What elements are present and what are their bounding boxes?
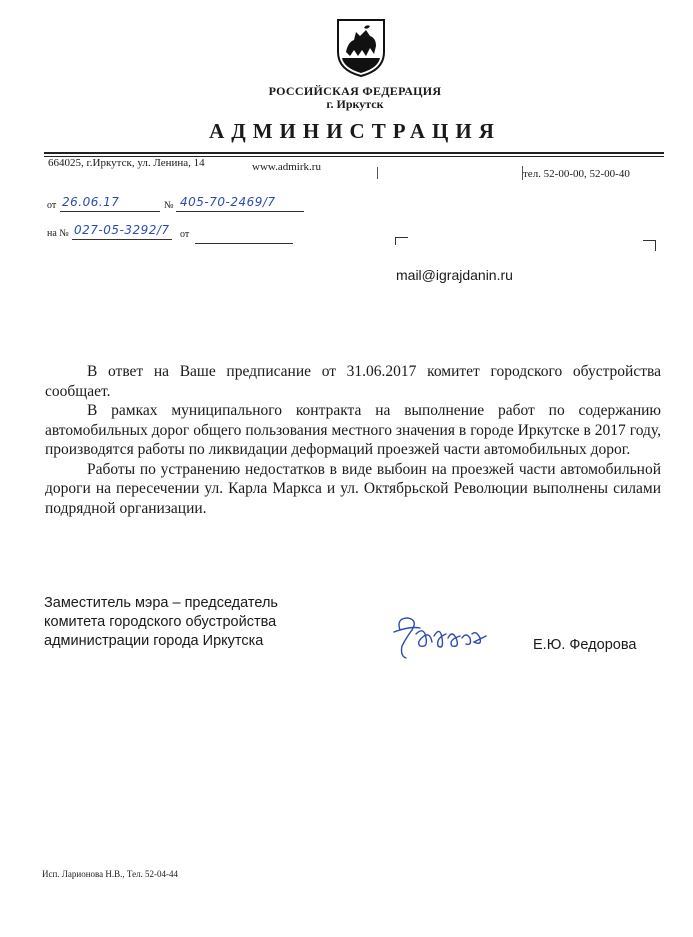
number-label: № — [164, 200, 174, 211]
reply-label: на № — [47, 228, 69, 239]
coat-of-arms-icon — [336, 18, 386, 78]
outgoing-date: 26.06.17 — [62, 195, 120, 209]
outgoing-number: 405-70-2469/7 — [180, 195, 276, 209]
header-rule — [44, 152, 664, 154]
from-label: от — [47, 200, 57, 211]
recipient-email: mail@igrajdanin.ru — [396, 267, 513, 283]
letter-body — [45, 362, 661, 518]
field-underline — [195, 243, 293, 244]
address: 664025, г.Иркутск, ул. Ленина, 14 — [48, 157, 205, 169]
phone: тел. 52-00-00, 52-00-40 — [523, 168, 630, 180]
field-underline — [176, 211, 304, 212]
body-paragraph: В ответ на Ваше предписание от 31.06.2017 комитет городского обустройства сообщает. — [45, 363, 661, 400]
signatory-position — [44, 594, 278, 651]
website: www.admirk.ru — [252, 161, 321, 173]
organization-title: АДМИНИСТРАЦИЯ — [209, 119, 501, 143]
position-line: администрации города Иркутска — [44, 633, 264, 649]
reply-number: 027-05-3292/7 — [74, 223, 170, 237]
position-line: комитета городского обустройства — [44, 614, 277, 630]
body-paragraph: В рамках муниципального контракта на выполнение работ по содержанию автомобильных дорог общего пользования местного значения в городе Иркутске в 2017 году, производятся работы по ликвидации деформаций проезжей части автомобильных дорог. — [45, 402, 661, 458]
field-underline — [60, 211, 160, 212]
body-paragraph: Работы по устранению недостатков в виде выбоин на проезжей части автомобильной дороги на пересечении ул. Карла Маркса и ул. Октябрьской Революции выполнены силами подрядной организации. — [45, 460, 661, 517]
field-underline — [72, 239, 172, 240]
signatory-name: Е.Ю. Федорова — [533, 637, 637, 653]
executor-info: Исп. Ларионова Н.В., Тел. 52-04-44 — [42, 869, 179, 879]
handwritten-signature — [390, 608, 490, 672]
address-corner — [643, 240, 656, 251]
divider — [377, 167, 378, 179]
reply-from-label: от — [180, 229, 190, 240]
city-name: г. Иркутск — [326, 97, 384, 111]
address-corner — [395, 237, 408, 245]
position-line: Заместитель мэра – председатель — [44, 595, 278, 611]
country-name: РОССИЙСКАЯ ФЕДЕРАЦИЯ — [268, 84, 442, 98]
